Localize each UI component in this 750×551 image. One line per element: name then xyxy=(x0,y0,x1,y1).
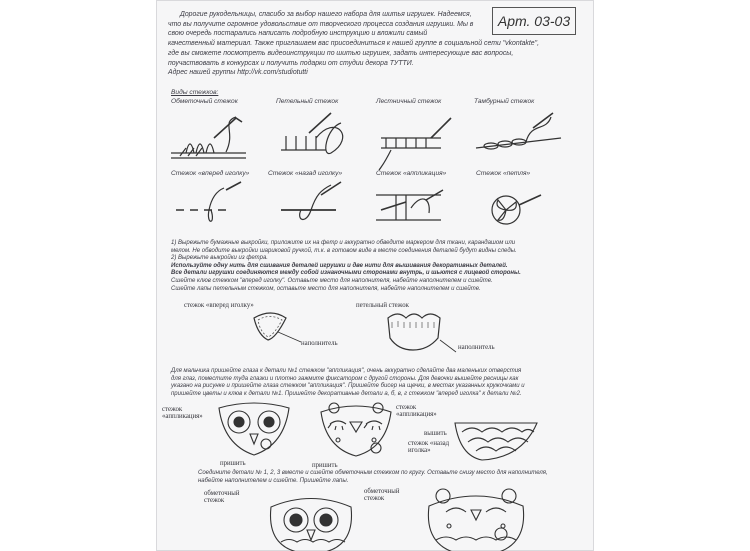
backstitch-label: стежок «назад иголка» xyxy=(408,440,450,454)
boy-owl-body-drawing xyxy=(261,492,361,551)
girl-owl-face-drawing xyxy=(316,400,396,460)
embroider-label: вышить xyxy=(424,430,447,437)
instruction-line: Используйте одну нить для сшивания деталей игрушки и две нити для вышивания декоративных деталей. xyxy=(171,262,508,269)
instruction-line: мелом. Не обводите выкройки шариковой ручкой, т.к. в готовом виде в месте соединения деталей будут видны следы. xyxy=(171,247,517,254)
instruction-line: Для мальчика пришейте глаза к детали №1 стежком "аппликация", очень аккуратно сделайте два маленьких отверстия xyxy=(171,368,522,374)
intro-line: качественный материал. Также приглашаем вас присоединиться к нашей группе в социальной сети "vkontakte", xyxy=(168,40,539,48)
feet-drawing xyxy=(378,308,468,358)
loop-stitch-drawing xyxy=(471,180,561,235)
chain-stitch-drawing xyxy=(471,108,571,168)
stitch-label-ladder: Лестничный стежок xyxy=(376,98,442,105)
instructions-1 xyxy=(171,240,521,293)
instruction-line: указано на рисунке и пришейте глаза стежком "аппликация". Пришейте бисер на щечки, в местах указанных кружочками и xyxy=(171,383,525,390)
article-number: Арт. 03-03 xyxy=(492,7,576,35)
overcast-label-right: обметочный стежок xyxy=(364,488,400,502)
backstitch-drawing xyxy=(271,180,361,235)
instruction-line: 2) Вырежьте выкройки из фетра. xyxy=(171,255,268,262)
instruction-sheet xyxy=(156,0,594,551)
girl-owl-body-drawing xyxy=(421,484,531,551)
stitch-label-running: Стежок «вперед иголку» xyxy=(171,170,250,177)
instruction-line: для глаз, поместите туда глазки и плотно зажмите фиксатором с другой стороны. Для девочки вышейте ресницы как xyxy=(171,375,519,382)
stitch-label-applique: Стежок «аппликация» xyxy=(376,170,447,177)
instruction-line: Сшейте лапы петельным стежком, оставьте место для наполнителя, набейте наполнителем и сшейте. xyxy=(171,285,481,292)
filler-label-right: наполнитель xyxy=(458,344,495,351)
stitch-label-backstitch: Стежок «назад иголку» xyxy=(268,170,343,177)
instruction-line: набейте наполнителем и сшейте. Пришейте лапы. xyxy=(198,477,349,484)
instruction-line: Сшейте клюв стежком "вперед иголку". Оставьте место для наполнителя, набейте наполнителем и сшейте. xyxy=(171,277,493,284)
intro-line: где вы сможете посмотреть видеоинструкции по шитью игрушек, задать интересующие вас вопросы, xyxy=(168,49,514,57)
feet-stitch-label: петельный стежок xyxy=(356,302,409,309)
applique-stitch-drawing xyxy=(371,180,461,235)
intro-line: Адрес нашей группы http://vk.com/studiotutti xyxy=(168,69,308,77)
intro-line: что вы получите огромное удовольствие от творческого процесса создания игрушки. Мы в xyxy=(168,20,474,28)
stitch-label-loop: Стежок «петля» xyxy=(476,170,531,177)
applique-label-left: стежок «аппликация» xyxy=(162,406,203,420)
sew-label-middle: пришить xyxy=(312,462,338,469)
intro-line: свою очередь постарались написать подробную инструкцию и вложили самый xyxy=(168,30,428,38)
instruction-line: пришейте цветы и клюв к детали №1. Пришейте декоративные детали а, б, в, г стежком "вперед иголка" к детали №2. xyxy=(171,390,522,397)
leader-line xyxy=(276,330,306,345)
beak-stitch-label: стежок «вперед иголку» xyxy=(184,302,254,309)
stitch-label-chain: Тамбурный стежок xyxy=(474,98,535,105)
instruction-line: 1) Вырежьте бумажные выкройки, приложите их на фетр и аккуратно обведите маркером для ткани, карандашом или xyxy=(171,240,516,246)
applique-label-middle: стежок «аппликация» xyxy=(396,404,437,418)
intro-line: поучаствовать в конкурсах и получить подарки от студии декора ТУТТИ. xyxy=(168,59,414,67)
stitches-heading: Виды стежков: xyxy=(171,89,219,96)
boy-owl-face-drawing xyxy=(214,400,294,460)
running-stitch-drawing xyxy=(166,180,256,235)
ladder-stitch-drawing xyxy=(371,108,461,168)
sew-label-left: пришить xyxy=(220,460,246,467)
filler-label-left: наполнитель xyxy=(301,340,338,347)
instruction-line: Все детали игрушки соединяются между собой изнаночными сторонами внутрь, и шьются с лицевой стороны. xyxy=(171,270,521,277)
intro-line: Дорогие рукодельницы, спасибо за выбор нашего набора для шитья игрушек. Надеемся, xyxy=(180,11,472,18)
wing-drawing xyxy=(452,418,542,463)
instructions-3 xyxy=(198,470,548,485)
blanket-stitch-drawing xyxy=(271,108,361,168)
overcast-label-left: обметочный стежок xyxy=(204,490,240,504)
overcast-stitch-drawing xyxy=(166,108,256,168)
stitch-label-blanket: Петельный стежок xyxy=(276,98,339,105)
instruction-line: Соедините детали № 1, 2, 3 вместе и сшейте обметочным стежком по кругу. Оставьте снизу место для наполнителя, xyxy=(198,470,548,476)
stitch-label-overcast: Обметочный стежок xyxy=(171,98,238,105)
instructions-2 xyxy=(171,368,525,398)
